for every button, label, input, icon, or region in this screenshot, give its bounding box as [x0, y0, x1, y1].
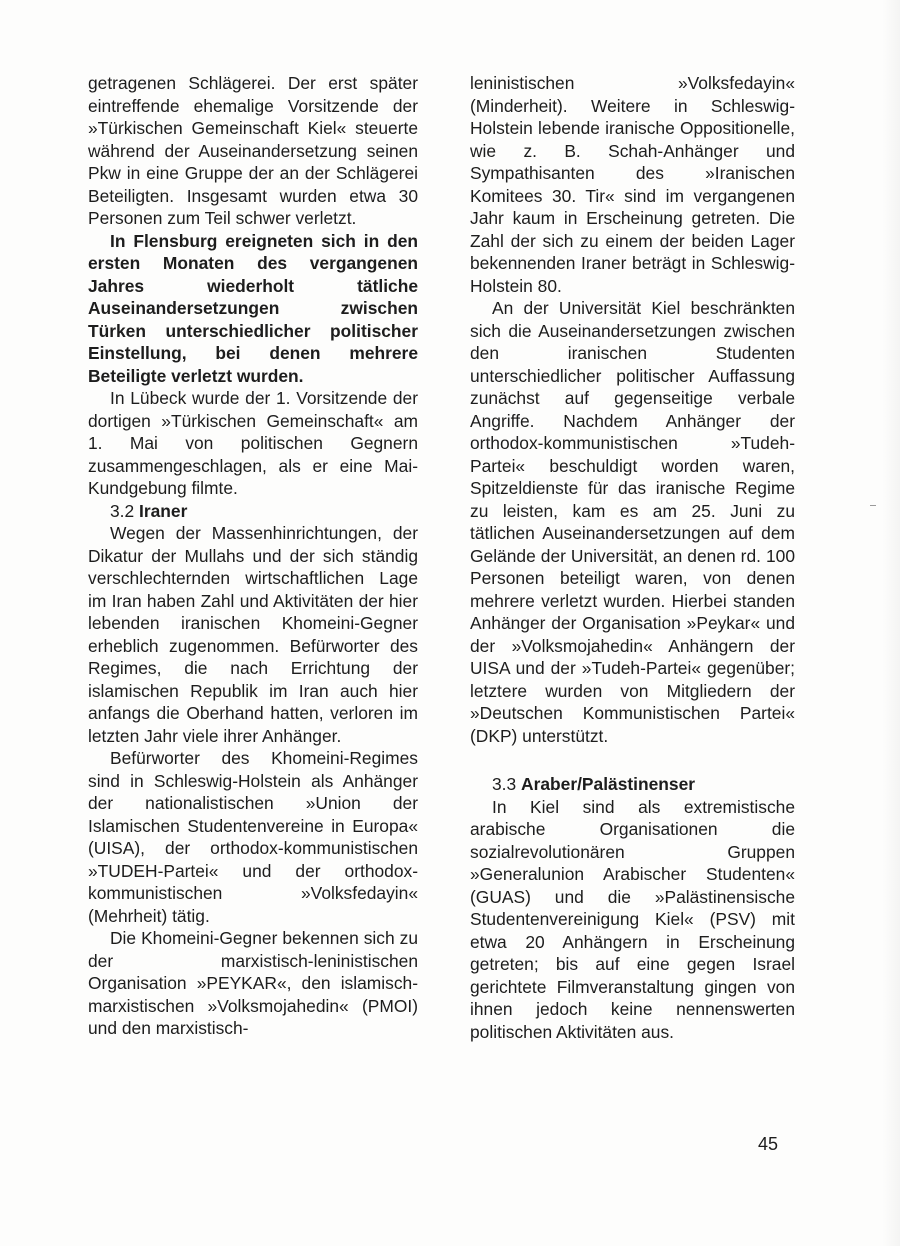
- paragraph-university-kiel: An der Universität Kiel beschränkten sich die Auseinandersetzungen zwischen den iranischen Studenten unterschiedlicher politischer Auffassung zunächst auf gegenseitige verbale Angriffe. Nachdem Anhänger der orthodox-kommunistischen »Tudeh-Partei« beschuldigt worden waren, Spitzeldienste für das iranische Regime zu leisten, kam es am 25. Juni zu tätlichen Auseinandersetzungen auf dem Gelände der Universität, an denen rd. 100 Personen beteiligt waren, von denen mehrere verletzt wurden. Hierbei standen Anhänger der Organisation »Peykar« und der »Volksmojahedin« Anhängern der UISA und der »Tudeh-Partei« gegenüber; letztere wurden von Mitgliedern der »Deutschen Kommunistischen Partei« (DKP) unterstützt.: [470, 298, 795, 746]
- paragraph-khomeini-opponents: Die Khomeini-Gegner bekennen sich zu der marxistisch-leninistischen Organisation »PEYKAR«, den islamisch-marxistischen »Volksmojahedin« (PMOI) und den marxistisch-: [88, 928, 418, 1038]
- page-edge-shade: [882, 0, 900, 1246]
- paragraph-flensburg: In Flensburg ereigneten sich in den ersten Monaten des vergangenen Jahres wiederholt tätliche Auseinandersetzungen zwischen Türken unterschiedlicher politischer Einstellung, bei denen mehrere Beteiligte verletzt wurden.: [88, 230, 418, 386]
- paragraph-regime-supporters: Befürworter des Khomeini-Regimes sind in Schleswig-Holstein als Anhänger der nationalistischen »Union der Islamischen Studentenvereine in Europa« (UISA), der orthodox-kommunistischen »TUDEH-Partei« und der orthodox-kommunistischen »Volksfedayin« (Mehrheit) tätig.: [88, 748, 418, 926]
- section-title: Iraner: [139, 500, 188, 521]
- paragraph-fight-kiel: getragenen Schlägerei. Der erst später eintreffende ehemalige Vorsitzende der »Türkischen Gemeinschaft Kiel« steuerte während der Auseinandersetzung seinen Pkw in eine Gruppe der an der Schlägerei Beteiligten. Insgesamt wurden etwa 30 Personen zum Teil schwer verletzt.: [88, 73, 418, 228]
- section-number: 3.2: [110, 500, 135, 521]
- page-number: 45: [758, 1134, 779, 1154]
- paragraph-iran-situation: Wegen der Massenhinrichtungen, der Dikatur der Mullahs und der sich ständig verschlechternden wirtschaftlichen Lage im Iran haben Zahl und Aktivitäten der hier lebenden iranischen Khomeini-Gegner erheblich zugenommen. Befürworter des Regimes, die nach Errichtung der islamischen Republik im Iran auch hier anfangs die Oberhand hatten, verloren im letzten Jahr viele ihrer Anhänger.: [88, 523, 418, 746]
- section-title: Araber/Palästinenser: [521, 774, 696, 794]
- section-number: 3.3: [492, 774, 517, 794]
- section-heading-araber: [470, 773, 795, 796]
- paragraph-luebeck: In Lübeck wurde der 1. Vorsitzende der dortigen »Türkischen Gemeinschaft« am 1. Mai von politischen Gegnern zusammengeschlagen, als er eine Mai-Kundgebung filmte.: [88, 388, 418, 498]
- right-column: [470, 72, 795, 1043]
- edge-mark: [870, 505, 876, 506]
- left-column: [88, 72, 418, 1040]
- section-heading-iraner: [88, 500, 418, 523]
- paragraph-arab-groups: In Kiel sind als extremistische arabische Organisationen die sozialrevolutionären Gruppen »Generalunion Arabischer Studenten« (GUAS) und die »Palästinensische Studentenvereinigung Kiel« (PSV) mit etwa 20 Anhängern in Erscheinung getreten; bis auf eine gegen Israel gerichtete Filmveranstaltung gingen von ihnen jedoch keine nennenswerten politischen Aktivitäten aus.: [470, 796, 795, 1042]
- paragraph-opposition: leninistischen »Volksfedayin« (Minderheit). Weitere in Schleswig-Holstein lebende iranische Oppositionelle, wie z. B. Schah-Anhänger und Sympathisanten des »Iranischen Komitees 30. Tir« sind im vergangenen Jahr kaum in Erscheinung getreten. Die Zahl der sich zu einem der beiden Lager bekennenden Iraner beträgt in Schleswig-Holstein 80.: [470, 73, 795, 296]
